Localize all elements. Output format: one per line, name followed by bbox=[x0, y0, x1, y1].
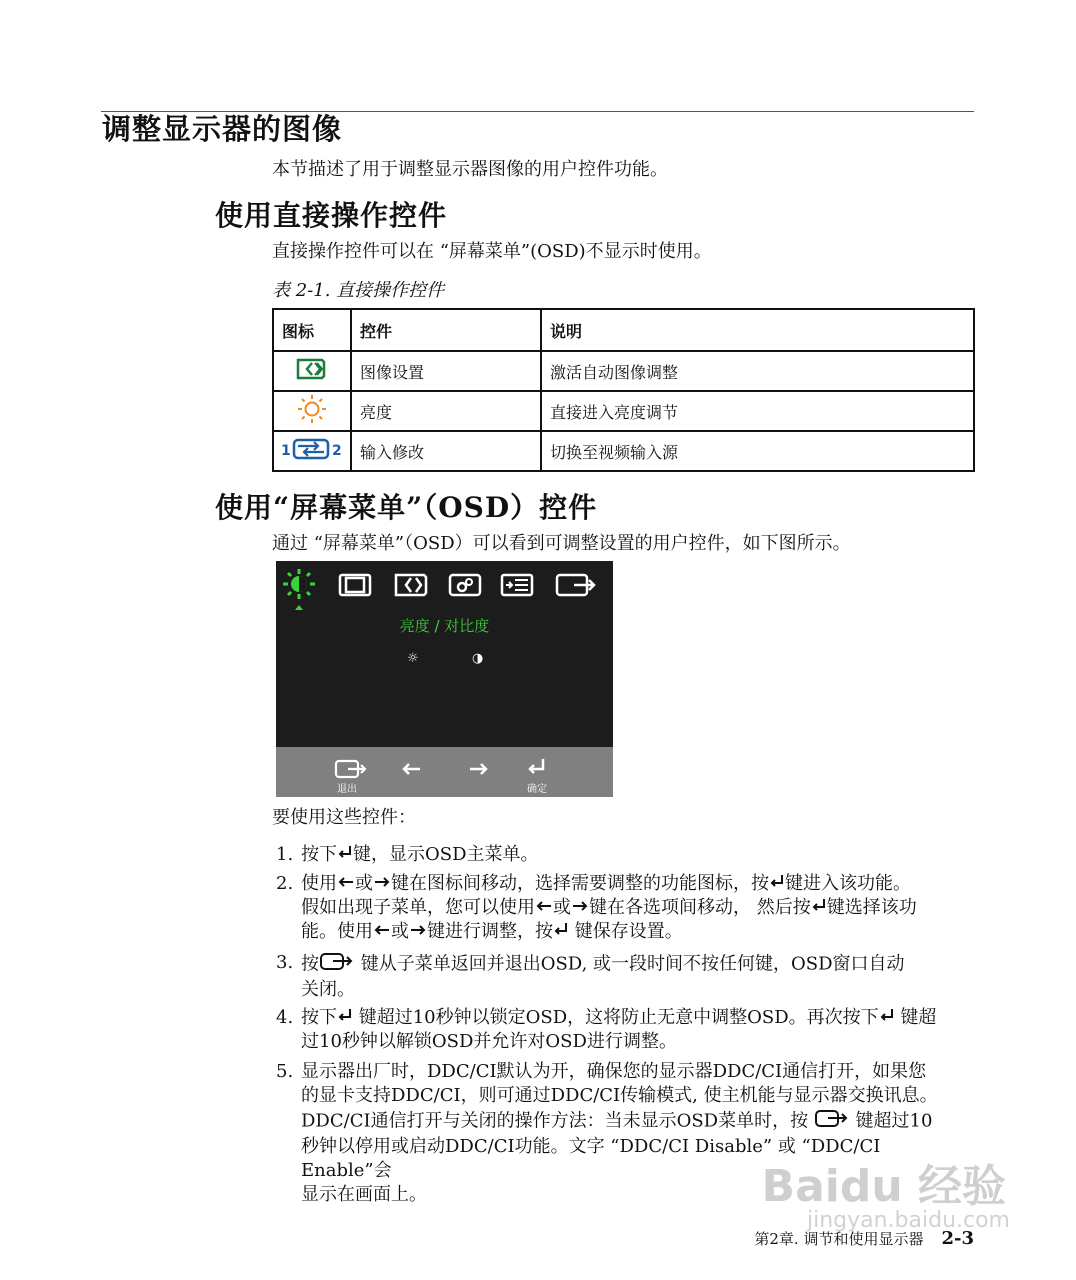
exit-key-icon bbox=[814, 1108, 850, 1135]
left-arrow-icon bbox=[535, 896, 553, 920]
exit-key-icon bbox=[319, 951, 355, 978]
svg-text:2: 2 bbox=[332, 443, 342, 459]
contrast-small-icon: ◑ bbox=[472, 651, 484, 666]
osd-button-bar bbox=[276, 747, 613, 797]
header-icon: 图标 bbox=[273, 309, 351, 351]
direct-controls-table bbox=[272, 308, 975, 472]
input-switch-icon bbox=[273, 431, 351, 471]
brightness-sun-icon bbox=[273, 391, 351, 431]
enter-key-icon bbox=[769, 872, 785, 896]
watermark-logo: Baidu 经验 bbox=[761, 1161, 1006, 1212]
table-cell: 直接进入亮度调节 bbox=[541, 391, 974, 431]
table-cell: 输入修改 bbox=[351, 431, 541, 471]
header-desc: 说明 bbox=[541, 309, 974, 351]
exit-tab-icon bbox=[554, 569, 592, 599]
direct-controls-title: 使用直接操作控件 bbox=[215, 199, 448, 232]
table-cell: 图像设置 bbox=[351, 351, 541, 391]
right-arrow-icon bbox=[373, 872, 391, 896]
intro-text: 本节描述了用于调整显示器图像的用户控件功能。 bbox=[272, 159, 668, 180]
osd-controls-desc: 通过 “屏幕菜单”（OSD）可以看到可调整设置的用户控件，如下图所示。 bbox=[272, 533, 851, 554]
page-number: 2-3 bbox=[941, 1228, 974, 1249]
table-row bbox=[273, 351, 974, 391]
exit-key-label: 退出 bbox=[337, 784, 357, 795]
left-arrow-icon bbox=[373, 920, 391, 944]
osd-controls-title: 使用“屏幕菜单”（OSD）控件 bbox=[215, 491, 598, 524]
page-footer bbox=[754, 1228, 974, 1249]
right-arrow-key-icon bbox=[468, 761, 490, 781]
table-row bbox=[273, 391, 974, 431]
osd-menu-title: 亮度 / 对比度 bbox=[399, 617, 490, 635]
table-row bbox=[273, 431, 974, 471]
watermark-url: jingyan.baidu.com bbox=[806, 1208, 1010, 1233]
left-arrow-key-icon bbox=[400, 761, 422, 781]
options-tab-icon bbox=[498, 569, 536, 599]
enter-key-icon bbox=[337, 1006, 353, 1030]
enter-key-icon bbox=[526, 757, 548, 781]
osd-menu-screenshot bbox=[276, 561, 613, 797]
enter-key-icon bbox=[553, 920, 569, 944]
footer-chapter: 第2章. 调节和使用显示器 bbox=[754, 1230, 924, 1248]
steps-intro: 要使用这些控件： bbox=[272, 807, 416, 828]
header-control: 控件 bbox=[351, 309, 541, 351]
brightness-small-icon: ☼ bbox=[407, 651, 419, 666]
table-header-row bbox=[273, 309, 974, 351]
image-position-tab-icon bbox=[336, 569, 374, 599]
enter-key-icon bbox=[337, 843, 353, 867]
table-caption: 表 2-1. 直接操作控件 bbox=[272, 280, 445, 301]
image-properties-tab-icon bbox=[446, 569, 484, 599]
section-title: 调整显示器的图像 bbox=[102, 112, 343, 146]
table-cell: 切换至视频输入源 bbox=[541, 431, 974, 471]
svg-text:1: 1 bbox=[281, 443, 291, 459]
image-setup-icon bbox=[273, 351, 351, 391]
enter-key-icon bbox=[811, 896, 827, 920]
ok-key-label: 确定 bbox=[527, 784, 547, 795]
table-cell: 激活自动图像调整 bbox=[541, 351, 974, 391]
enter-key-icon bbox=[879, 1006, 895, 1030]
brightness-tab-icon bbox=[280, 569, 318, 599]
table-cell: 亮度 bbox=[351, 391, 541, 431]
right-arrow-icon bbox=[571, 896, 589, 920]
image-setup-tab-icon bbox=[392, 569, 430, 599]
right-arrow-icon bbox=[409, 920, 427, 944]
left-arrow-icon bbox=[337, 872, 355, 896]
direct-controls-desc: 直接操作控件可以在 “屏幕菜单”(OSD)不显示时使用。 bbox=[272, 241, 712, 262]
step-2: 2. 使用 或 键在图标间移动，选择需要调整的功能图标，按 键进入该功能。 假如出现子菜单，您可以使用 或 键在各选项间移动， 然后按 键选择该功 能。使用 或 键进行调整，按 键保存设置。 bbox=[276, 873, 917, 942]
